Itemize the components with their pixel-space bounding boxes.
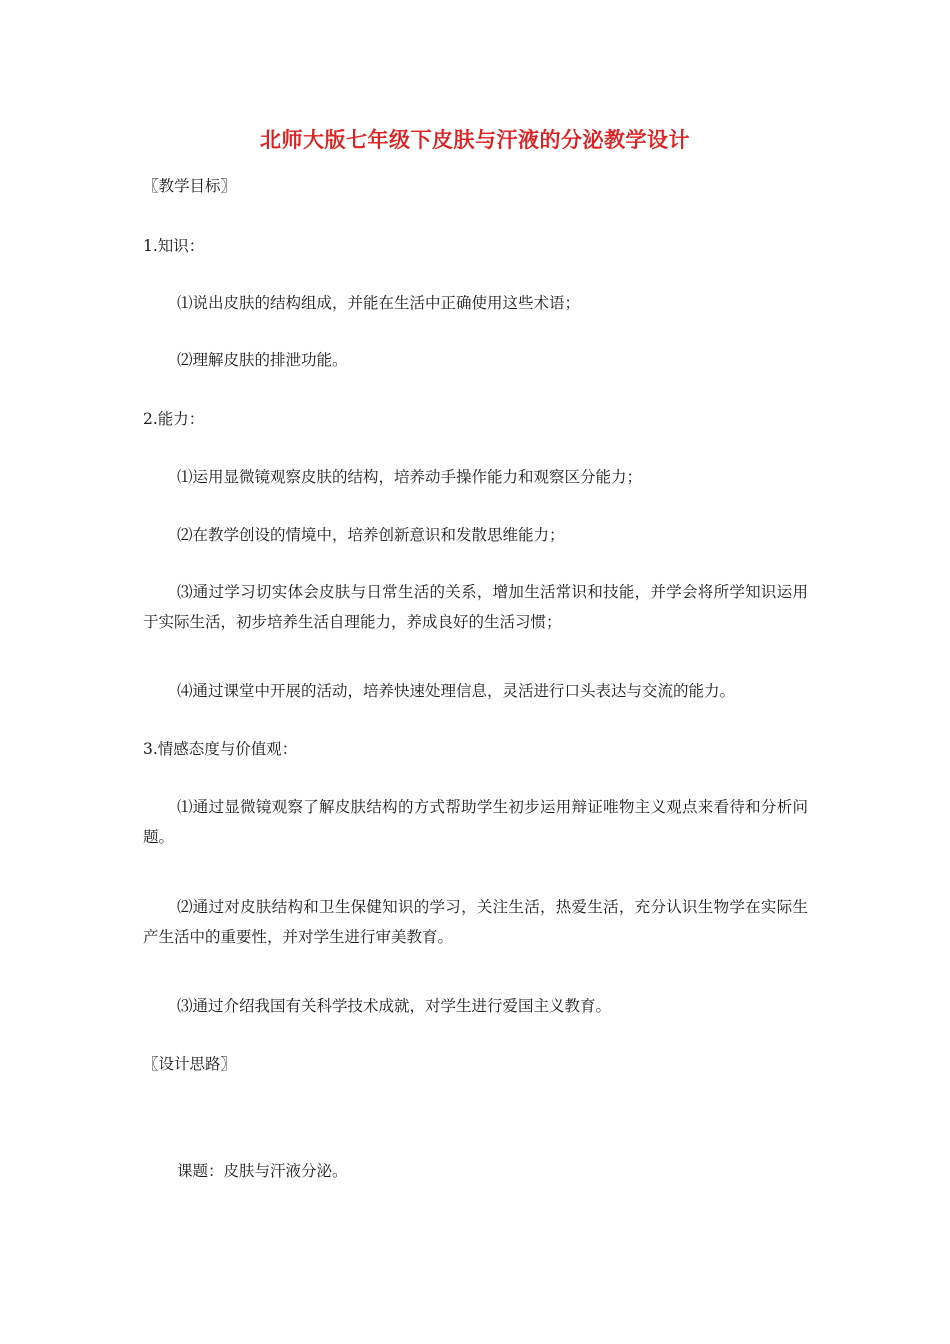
topic-line: 课题：皮肤与汗液分泌。: [177, 1162, 348, 1180]
attitude-item-3: ⑶通过介绍我国有关科学技术成就，对学生进行爱国主义教育。: [177, 997, 612, 1015]
attitude-item-2: ⑵通过对皮肤结构和卫生保健知识的学习，关注生活，热爱生活，充分认识生物学在实际生产生活中的重要性，并对学生进行审美教育。: [143, 898, 808, 946]
design-heading: 〖设计思路〗: [143, 1055, 237, 1073]
ability-heading: 2.能力：: [143, 410, 205, 428]
knowledge-item-1: ⑴说出皮肤的结构组成，并能在生活中正确使用这些术语；: [177, 294, 581, 312]
document-title: 北师大版七年级下皮肤与汗液的分泌教学设计: [260, 127, 690, 152]
ability-item-4: ⑷通过课堂中开展的活动，培养快速处理信息，灵活进行口头表达与交流的能力。: [177, 682, 736, 700]
knowledge-heading: 1.知识：: [143, 237, 205, 255]
objectives-heading: 〖教学目标〗: [143, 177, 237, 195]
attitude-heading: 3.情感态度与价值观：: [143, 740, 298, 758]
ability-item-3: ⑶通过学习切实体会皮肤与日常生活的关系，增加生活常识和技能，并学会将所学知识运用于实际生活，初步培养生活自理能力，养成良好的生活习惯；: [143, 583, 808, 631]
ability-item-1: ⑴运用显微镜观察皮肤的结构，培养动手操作能力和观察区分能力；: [177, 468, 643, 486]
attitude-item-1: ⑴通过显微镜观察了解皮肤结构的方式帮助学生初步运用辩证唯物主义观点来看待和分析问题。: [143, 798, 808, 846]
ability-item-2: ⑵在教学创设的情境中，培养创新意识和发散思维能力；: [177, 526, 565, 544]
knowledge-item-2: ⑵理解皮肤的排泄功能。: [177, 351, 348, 369]
